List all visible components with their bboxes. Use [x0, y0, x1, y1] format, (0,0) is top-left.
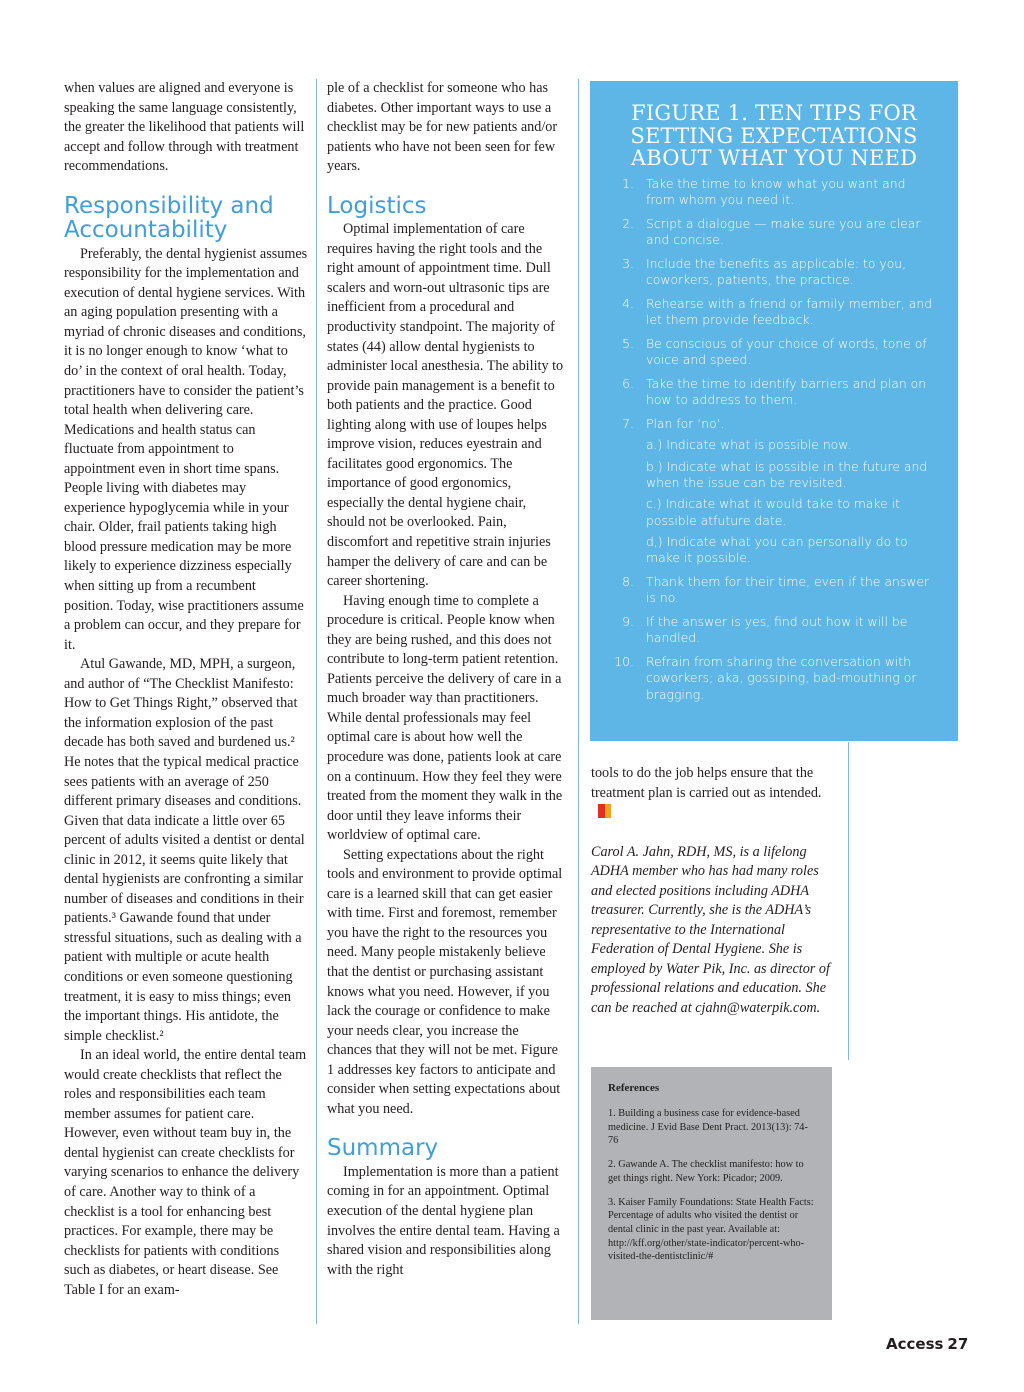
tip-text: Refrain from sharing the conversation with coworkers; aka, gossiping, bad-mouthing or bragging.	[646, 654, 917, 702]
column-divider	[578, 79, 579, 1324]
paragraph: Atul Gawande, MD, MPH, a surgeon, and author of “The Checklist Manifesto: How to Get Things Right,” observed that the information explosion of the past decade has both saved and burdened us.² He notes that the typical medical practice sees patients with an average of 250 different primary diseases and conditions. Given that data indicate a little over 65 percent of adults visited a dentist or dental clinic in 2012, it seems quite likely that dental hygienists are confronting a similar number of diseases and conditions in their patients.³ Gawande found that under stressful situations, such as dealing with a patient with multiple or acute health conditions or even someone questioning treatment, it is easy to miss things; even the important things. His antidote, the simple checklist.²	[64, 656, 305, 1044]
tip-text: Script a dialogue — make sure you are clear and concise.	[646, 215, 921, 247]
sub-tip-item: c.) Indicate what it would take to make it possible atfuture date.	[646, 496, 900, 528]
tip-number: 4.	[622, 295, 634, 311]
tip-item	[590, 654, 958, 703]
publication-name: Access	[886, 1335, 944, 1353]
figure-1-box	[590, 81, 958, 741]
tip-item	[590, 176, 958, 209]
closing-paragraph	[591, 764, 831, 823]
tip-item	[590, 336, 958, 369]
tips-list	[590, 176, 958, 704]
tip-number: 7.	[622, 416, 634, 432]
tip-number: 9.	[622, 614, 634, 630]
reference-item: 1. Building a business case for evidence-based medicine. J Evid Base Dent Pract. 2013(13): 74-76	[608, 1108, 808, 1147]
column-divider	[848, 742, 849, 1060]
page-folio	[886, 1335, 968, 1353]
tip-item	[590, 416, 958, 566]
reference-item: 2. Gawande A. The checklist manifesto: how to get things right. New York: Picador; 2009.	[608, 1159, 804, 1184]
paragraph: Implementation is more than a patient coming in for an appointment. Optimal execution of the dental hygiene plan involves the entire dental team. Having a shared vision and responsibilities along with the right	[327, 1163, 560, 1278]
sub-tip-item: d,) Indicate what you can personally do to make it possible.	[646, 533, 908, 566]
paragraph: when values are aligned and everyone is speaking the same language consistently, the greater the likelihood that patients will accept and follow through with treatment recommendations.	[64, 80, 305, 175]
sub-tips-list	[646, 437, 934, 566]
tip-number: 8.	[622, 573, 634, 589]
tip-text: If the answer is yes, find out how it will be handled.	[646, 614, 908, 646]
tip-item	[590, 256, 958, 289]
figure-title: FIGURE 1. TEN TIPS FOR SETTING EXPECTATIONS ABOUT WHAT YOU NEED	[630, 101, 918, 170]
paragraph: Setting expectations about the right tools and environment to provide optimal care is a learned skill that can get easier with time. First and foremost, remember you have the right to the resources you need. Many people mistakenly believe that the dentist or purchasing assistant knows what you need. However, if you lack the courage or confidence to make your needs clear, you increase the chances that they will not be met. Figure 1 addresses key factors to anticipate and consider when setting expectations about what you need.	[327, 846, 563, 1117]
paragraph: Having enough time to complete a procedure is critical. People know when they are being rushed, and this does not contribute to long-term patient retention. Patients perceive the delivery of care in a much broader way than practitioners. While dental professionals may feel optimal care is about how well the procedure was done, patients look at care on a continuum. How they feel they were treated from the moment they walk in the door until they leave informs their worldview of optimal care.	[327, 592, 563, 844]
tip-item	[590, 376, 958, 409]
paragraph: In an ideal world, the entire dental team would create checklists that reflect the roles and responsibilities each team member assumes for patient care. However, even without team buy in, the dental hygienist can create checklists for varying scenarios to enhance the delivery of care. Another way to think of a checklist is a tool for enhancing best practices. For example, there may be checklists for patients with conditions such as diabetes, or heart disease. See Table I for an exam-	[64, 1047, 307, 1298]
paragraph-text: tools to do the job helps ensure that the treatment plan is carried out as intended.	[591, 765, 822, 801]
tip-item	[590, 614, 958, 647]
text-column-2	[327, 79, 567, 1280]
page-number: 27	[947, 1335, 969, 1353]
section-heading-logistics: Logistics	[327, 192, 427, 219]
tip-text: Thank them for their time, even if the answer is no.	[646, 573, 930, 606]
tip-number: 1.	[622, 175, 634, 191]
paragraph: Preferably, the dental hygienist assumes responsibility for the implementation and execution of dental hygiene services. With an aging population presenting with a myriad of chronic diseases and conditions, it is no longer enough to know ‘what to do’ in the context of oral health. Today, practitioners have to consider the patient’s total health when delivering care. Medications and health status can fluctuate from appointment to appointment even in short time spans. People living with diabetes may experience hypoglycemia while in your chair. Older, frail patients taking high blood pressure medication may be more likely to experience dizziness especially when sitting up from a recumbent position. Today, wise practitioners assume a problem can occur, and they prepare for it.	[64, 245, 308, 653]
tip-item	[590, 574, 958, 607]
section-heading-responsibility: Responsibility and Accountability	[64, 192, 274, 244]
references-box	[591, 1067, 832, 1320]
tip-number: 2.	[622, 215, 634, 231]
tip-number: 6.	[622, 375, 634, 391]
column-divider	[316, 79, 317, 1324]
tip-number: 10.	[614, 654, 634, 670]
paragraph: Optimal implementation of care requires having the right tools and the right amount of appointment time. Dull scalers and worn-out ultrasonic tips are inefficient from a procedural and productivity standpoint. The majority of states (44) allow dental hygienists to administer local anesthesia. The ability to provide pain management is a benefit to both patients and the practice. Good lighting along with use of loupes helps improve vision, reduces eyestrain and facilitates good ergonomics. The importance of good ergonomics, especially the dental hygiene chair, should not be overlooked. Pain, discomfort and repetitive strain injuries hamper the delivery of care and can be career shortening.	[327, 221, 564, 590]
author-bio: Carol A. Jahn, RDH, MS, is a lifelong ADHA member who has had many roles and elected positions including ADHA treasurer. Currently, she is the ADHA’s representative to the International Federation of Dental Hygiene. She is employed by Water Pik, Inc. as director of professional relations and education. She can be reached at cjahn@waterpik.com.	[591, 843, 830, 1017]
tip-item	[590, 216, 958, 249]
tip-text: Plan for ‘no’.	[646, 416, 725, 432]
references-title: References	[608, 1082, 660, 1094]
tip-text: Include the benefits as applicable: to you, coworkers, patients, the practice.	[646, 255, 907, 287]
tip-text: Rehearse with a friend or family member, and let them provide feedback.	[646, 295, 933, 328]
tip-text: Take the time to identify barriers and plan on how to address to them.	[646, 375, 927, 408]
paragraph: ple of a checklist for someone who has diabetes. Other important ways to use a checklist may be for new patients and/or patients who have not been seen for few years.	[327, 80, 558, 175]
section-heading-summary: Summary	[327, 1135, 439, 1162]
text-column-3	[591, 764, 831, 1019]
text-column-1	[64, 79, 308, 1300]
end-mark-icon	[598, 804, 611, 818]
tip-text: Be conscious of your choice of words, tone of voice and speed.	[646, 335, 927, 368]
reference-item: 3. Kaiser Family Foundations: State Health Facts: Percentage of adults who visited the dentist or dental clinic in the past year. Available at: http://kff.org/other/state-indicator/percent-who-visited-the-dentistclinic/#	[608, 1196, 814, 1263]
sub-tip-item: b.) Indicate what is possible in the future and when the issue can be revisited.	[646, 458, 928, 490]
tip-number: 5.	[622, 335, 634, 351]
tip-text: Take the time to know what you want and from whom you need it.	[646, 175, 906, 207]
tip-item	[590, 296, 958, 329]
sub-tip-item: a.) Indicate what is possible now.	[646, 437, 852, 453]
tip-number: 3.	[622, 255, 634, 271]
